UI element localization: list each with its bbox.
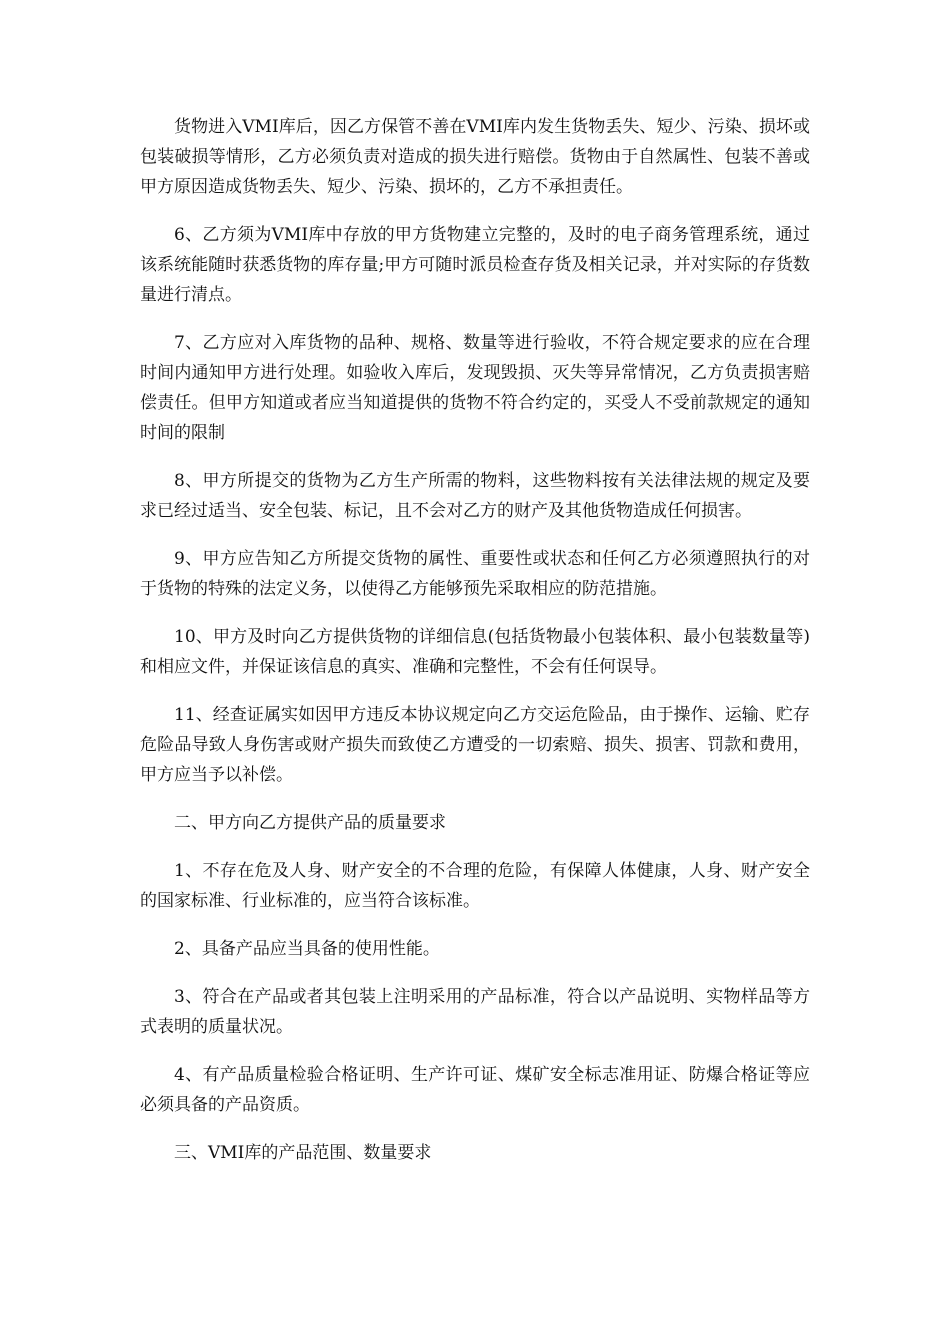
paragraph-clause-9: 9、甲方应告知乙方所提交货物的属性、重要性或状态和任何乙方必须遵照执行的对于货物的特殊的法定义务，以使得乙方能够预先采取相应的防范措施。 [140,549,810,599]
paragraph-clause-11: 11、经查证属实如因甲方违反本协议规定向乙方交运危险品，由于操作、运输、贮存危险品导致人身伤害或财产损失而致使乙方遭受的一切索赔、损失、损害、罚款和费用，甲方应当予以补偿。 [140,705,810,785]
section-heading-quality: 二、甲方向乙方提供产品的质量要求 [174,813,446,833]
paragraph-clause-6: 6、乙方须为VMI库中存放的甲方货物建立完整的，及时的电子商务管理系统，通过该系统能随时获悉货物的库存量;甲方可随时派员检查存货及相关记录，并对实际的存货数量进行清点。 [140,225,810,305]
paragraph-clause-10: 10、甲方及时向乙方提供货物的详细信息(包括货物最小包装体积、最小包装数量等)和相应文件，并保证该信息的真实、准确和完整性，不会有任何误导。 [140,627,810,677]
paragraph-clause-7: 7、乙方应对入库货物的品种、规格、数量等进行验收，不符合规定要求的应在合理时间内通知甲方进行处理。如验收入库后，发现毁损、灭失等异常情况，乙方负责损害赔偿责任。但甲方知道或者应当知道提供的货物不符合约定的，买受人不受前款规定的通知时间的限制 [140,333,810,443]
paragraph-quality-3: 3、符合在产品或者其包装上注明采用的产品标准，符合以产品说明、实物样品等方式表明的质量状况。 [140,987,810,1037]
paragraph-clause-8: 8、甲方所提交的货物为乙方生产所需的物料，这些物料按有关法律法规的规定及要求已经过适当、安全包装、标记，且不会对乙方的财产及其他货物造成任何损害。 [140,471,810,521]
paragraph-quality-2: 2、具备产品应当具备的使用性能。 [174,939,440,959]
section-heading-vmi-scope: 三、VMI库的产品范围、数量要求 [174,1143,432,1163]
paragraph-quality-4: 4、有产品质量检验合格证明、生产许可证、煤矿安全标志准用证、防爆合格证等应必须具备的产品资质。 [140,1065,810,1115]
document-body [140,112,810,1186]
paragraph-quality-1: 1、不存在危及人身、财产安全的不合理的危险，有保障人体健康，人身、财产安全的国家标准、行业标准的，应当符合该标准。 [140,861,810,911]
paragraph-storage-liability: 货物进入VMI库后，因乙方保管不善在VMI库内发生货物丢失、短少、污染、损坏或包装破损等情形，乙方必须负责对造成的损失进行赔偿。货物由于自然属性、包装不善或甲方原因造成货物丢失、短少、污染、损坏的，乙方不承担责任。 [140,117,810,197]
